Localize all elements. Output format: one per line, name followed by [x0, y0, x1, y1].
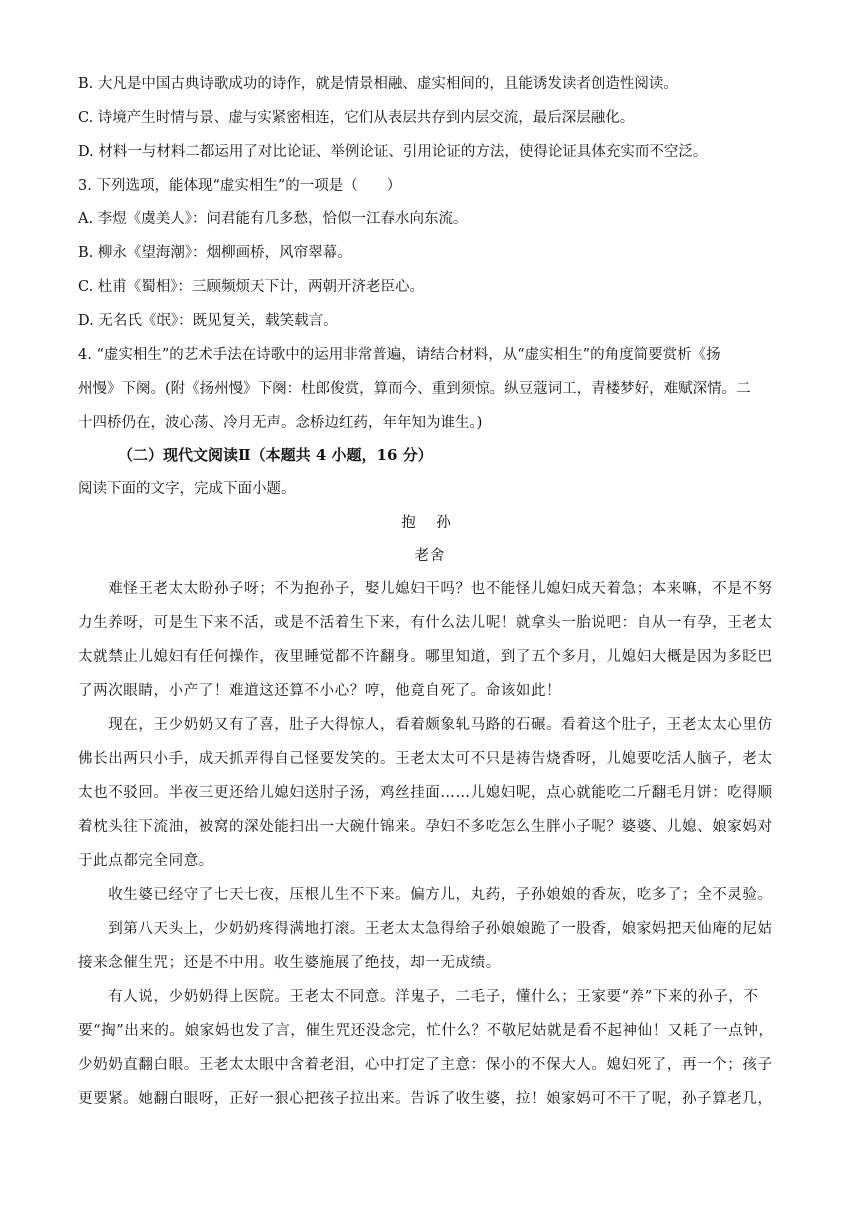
- story-line: 了两次眼睛，小产了！难道这还算不小心？哼，他竟自死了。命该如此！: [78, 683, 562, 699]
- story-line: 到第八天头上，少奶奶疼得满地打滚。王老太太急得给子孙娘娘跪了一股香，娘家妈把天仙庵的尼姑: [78, 921, 773, 937]
- q3-option-a: A. 李煜《虞美人》：问君能有几多愁，恰似一江春水向东流。: [78, 211, 468, 227]
- story-line: 佛长出两只小手，成天抓弄得自己怪要发笑的。王老太太可不只是祷告烧香呀，儿媳要吃活人脑子，老太: [78, 751, 773, 767]
- q3-option-c: C. 杜甫《蜀相》：三顾频烦天下计，两朝开济老臣心。: [78, 279, 425, 295]
- story-line: 着枕头往下流油，被窝的深处能扫出一大碗什锦来。孕妇不多吃怎么生胖小子呢？婆婆、儿媳、娘家妈对: [78, 819, 773, 835]
- story-line: 有人说，少奶奶得上医院。王老太不同意。洋鬼子，二毛子，懂什么；王家要“养”下来的孙子，不: [78, 989, 759, 1005]
- q4-line-2: 州慢》下阕。(附《扬州慢》下阕：杜郎俊赏，算而今、重到须惊。纵豆蔻词工，青楼梦好，难赋深情。二: [78, 381, 751, 397]
- section-heading: （二）现代文阅读Ⅱ（本题共 4 小题，16 分）: [118, 446, 433, 464]
- story-line: 接来念催生咒；还是不中用。收生婆施展了绝技，却一无成绩。: [78, 955, 501, 971]
- story-line: 难怪王老太太盼孙子呀；不为抱孙子，娶儿媳妇干吗？也不能怪儿媳妇成天着急；本来嘛，不是不努: [78, 581, 773, 597]
- q3-option-d: D. 无名氏《氓》：既见复关，载笑载言。: [78, 313, 338, 329]
- story-line: 更要紧。她翻白眼呀，正好一狠心把孩子拉出来。告诉了收生婆，拉！娘家妈可不干了呢，孙子算老几，: [78, 1091, 773, 1107]
- story-line: 太也不驳回。半夜三更还给儿媳妇送肘子汤，鸡丝挂面……儿媳妇呢，点心就能吃二斤翻毛月饼：吃得顺: [78, 785, 773, 801]
- story-line: 力生养呀，可是生下来不活，或是不活着生下来，有什么法儿呢！就拿头一胎说吧：自从一有孕，王老太: [78, 615, 773, 631]
- q3-stem: 3. 下列选项，能体现“虚实相生”的一项是（ ）: [78, 178, 402, 194]
- q2-option-d: D. 材料一与材料二都运用了对比论证、举例论证、引用论证的方法，使得论证具体充实而不空泛。: [78, 144, 708, 160]
- story-title: 抱 孙: [401, 515, 459, 531]
- story-line: 太就禁止儿媳妇有任何操作，夜里睡觉都不许翻身。哪里知道，到了五个多月，儿媳妇大概是因为多眨巴: [78, 649, 773, 665]
- q4-line-1: 4. “虚实相生”的艺术手法在诗歌中的运用非常普遍，请结合材料，从“虚实相生”的角度简要赏析《扬: [78, 347, 721, 363]
- q2-option-b: B. 大凡是中国古典诗歌成功的诗作，就是情景相融、虚实相间的，且能诱发读者创造性阅读。: [78, 76, 678, 92]
- story-author: 老舍: [414, 548, 446, 564]
- story-line: 现在，王少奶奶又有了喜，肚子大得惊人，看着颇象轧马路的石碾。看着这个肚子，王老太太心里仿: [78, 717, 773, 733]
- q4-line-3: 十四桥仍在，波心荡、冷月无声。念桥边红药，年年知为谁生。): [78, 415, 483, 431]
- story-line: 要“掏”出来的。娘家妈也发了言，催生咒还没念完，忙什么？不敬尼姑就是看不起神仙！又耗了一点钟，: [78, 1023, 774, 1039]
- story-line: 少奶奶直翻白眼。王老太太眼中含着老泪，心中打定了主意：保小的不保大人。媳妇死了，再一个；孩子: [78, 1057, 773, 1073]
- section-instruction: 阅读下面的文字，完成下面小题。: [78, 481, 296, 497]
- story-line: 收生婆已经守了七天七夜，压根儿生不下来。偏方儿，丸药，子孙娘娘的香灰，吃多了；全不灵验。: [78, 887, 773, 903]
- q3-option-b: B. 柳永《望海潮》：烟柳画桥，风帘翠幕。: [78, 245, 352, 261]
- story-line: 于此点都完全同意。: [78, 853, 214, 869]
- q2-option-c: C. 诗境产生时情与景、虚与实紧密相连，它们从表层共存到内层交流，最后深层融化。: [78, 110, 635, 126]
